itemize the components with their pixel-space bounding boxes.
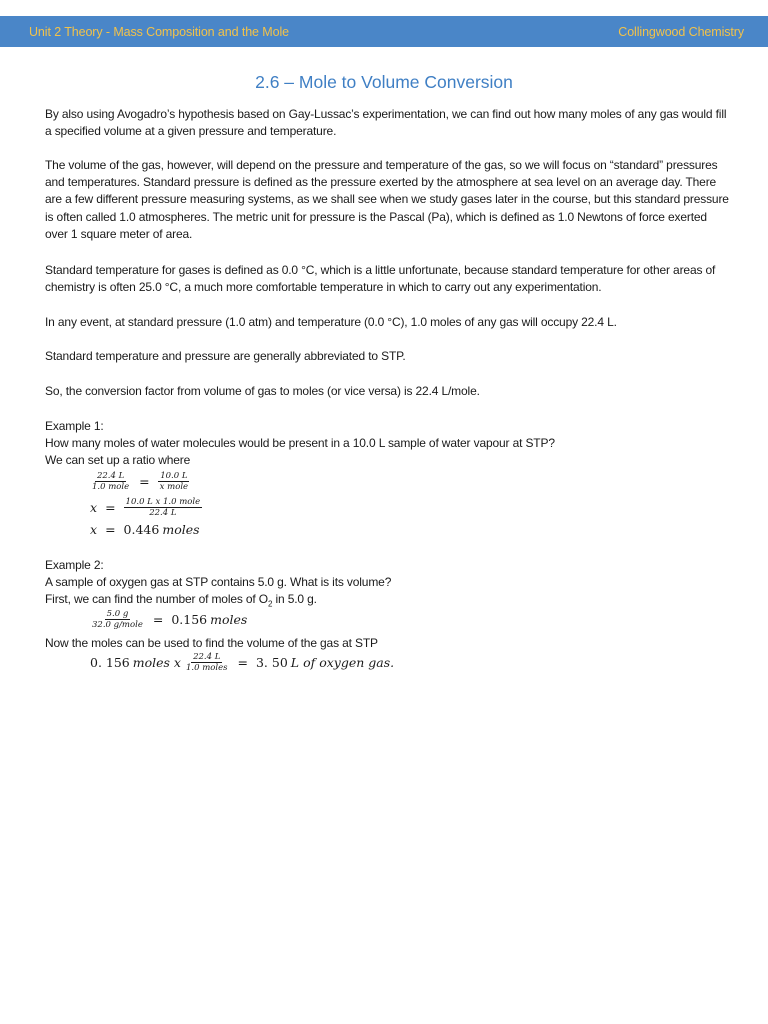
example-1-setup: We can set up a ratio where: [45, 453, 191, 468]
paragraph-text: By also using Avogadro’s hypothesis based on Gay-Lussac’s experimentation, we can find out how many moles of any gas would fill a specified volume at a given pressure and temperature.: [45, 107, 727, 139]
paragraph-text: In any event, at standard pressure (1.0 atm) and temperature (0.0 °C), 1.0 moles of any gas will occupy 22.4 L.: [45, 315, 617, 329]
paragraph-molar-volume: [45, 314, 730, 331]
fraction: $\frac{\text{10.0 L x 1.0 mole}}{22.4 L}$: [125, 497, 201, 518]
example-2-step-2: [45, 635, 730, 652]
example-1-result: x = 0.446 moles: [90, 522, 200, 537]
fraction: $\frac{5.0 g}{\text{32.0 g/mole}}$: [92, 609, 143, 630]
example-1-ratio-equation: $\frac{22.4 L}{\text{1.0 mole}}$ = $\frac{10.0 L}{\text{x mole}}$: [92, 471, 189, 492]
fraction: $\frac{22.4 L}{\text{1.0 moles}}$: [185, 652, 228, 673]
example-1-question: How many moles of water molecules would be present in a 10.0 L sample of water vapour at STP?: [45, 436, 555, 451]
example-2-moles-equation: $\frac{5.0 g}{\text{32.0 g/mole}}$ = 0.156 moles: [92, 609, 248, 630]
header-unit-title: Unit 2 Theory - Mass Composition and the Mole: [29, 24, 289, 39]
paragraph-text: Now the moles can be used to find the volume of the gas at STP: [45, 636, 378, 650]
paragraph-text: The volume of the gas, however, will depend on the pressure and temperature of the gas, so we will focus on “standard” pressures and temperatures. Standard pressure is defined as the pressure exerted by the atmosphere at sea level on an average day. There are a few different pressure measuring systems, as we shall see when we study gases later in the course, but this standard pressure is often called 1.0 atmospheres. The metric unit for pressure is the Pascal (Pa), which is defined as 1.0 Newtons of force exerted over 1 square meter of area.: [45, 158, 729, 241]
example-2-step-1: First, we can find the number of moles of $O_2$ in 5.0 g.: [45, 592, 317, 609]
example-1-solve-equation: x = $\frac{\text{10.0 L x 1.0 mole}}{22.4 L}$: [90, 497, 201, 518]
paragraph-stp: [45, 348, 730, 365]
example-2-volume-equation: 0. 156 moles x $\frac{22.4 L}{\text{1.0 moles}}$ = 3. 50 L of oxygen gas.: [90, 652, 395, 673]
example-1-label: Example 1:: [45, 419, 104, 433]
paragraph-text: Standard temperature and pressure are generally abbreviated to STP.: [45, 349, 406, 363]
paragraph-avogadro: [45, 106, 730, 140]
page-header: [0, 16, 768, 47]
paragraph-standard-pressure: [45, 157, 730, 243]
paragraph-standard-temperature: [45, 262, 730, 296]
paragraph-conversion-factor: [45, 383, 730, 400]
example-2: [45, 557, 730, 613]
header-course-name: Collingwood Chemistry: [618, 24, 744, 39]
example-1: [45, 418, 730, 470]
paragraph-text: Standard temperature for gases is defined as 0.0 °C, which is a little unfortunate, because standard temperature for other areas of chemistry is often 25.0 °C, a much more comfortable temperature in which to carry out any experimentation.: [45, 263, 716, 295]
example-2-question: A sample of oxygen gas at STP contains 5.0 g. What is its volume?: [45, 575, 392, 590]
fraction: $\frac{22.4 L}{\text{1.0 mole}}$: [92, 471, 130, 492]
example-2-label: Example 2:: [45, 558, 104, 572]
fraction: $\frac{10.0 L}{\text{x mole}}$: [159, 471, 189, 492]
page-title: 2.6 – Mole to Volume Conversion: [255, 72, 513, 92]
paragraph-text: So, the conversion factor from volume of gas to moles (or vice versa) is 22.4 L/mole.: [45, 384, 480, 398]
